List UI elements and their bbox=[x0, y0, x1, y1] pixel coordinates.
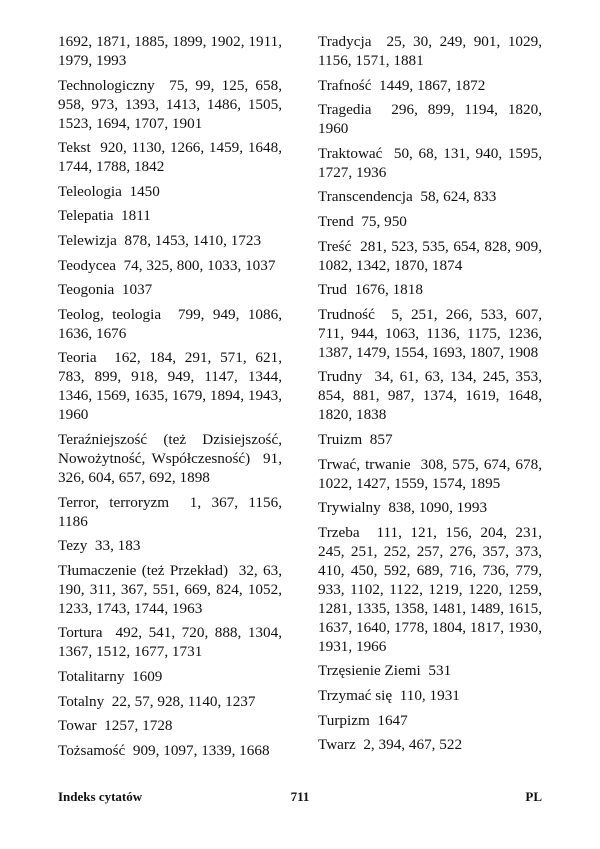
index-term: Trend bbox=[318, 212, 354, 230]
index-entry bbox=[318, 212, 542, 231]
index-references: 1676, 1818 bbox=[354, 281, 423, 299]
index-term: Tortura bbox=[58, 624, 103, 642]
footer-section-title: Indeks cytatów bbox=[58, 789, 143, 804]
index-term: Tezy bbox=[58, 537, 88, 555]
index-references: 308, 575, 674, 678, 1022, 1427, 1559, 1574, 1895 bbox=[318, 455, 542, 492]
index-term: Truizm bbox=[318, 430, 363, 448]
index-term: Trud bbox=[318, 281, 347, 299]
index-term: Teodycea bbox=[58, 256, 116, 274]
index-entry bbox=[58, 305, 282, 343]
index-term: Teleologia bbox=[58, 182, 122, 200]
index-references: 110, 1931 bbox=[399, 686, 460, 704]
index-term: Telewizja bbox=[58, 231, 117, 249]
index-entry bbox=[58, 623, 282, 661]
index-references: 1811 bbox=[121, 207, 151, 225]
index-entry bbox=[58, 32, 282, 70]
index-entry bbox=[58, 256, 282, 275]
index-references: 296, 899, 1194, 1820, 1960 bbox=[318, 101, 543, 138]
index-references: 838, 1090, 1993 bbox=[388, 499, 488, 517]
index-term: Tragedia bbox=[318, 101, 372, 119]
index-references: 492, 541, 720, 888, 1304, 1367, 1512, 1677, 1731 bbox=[58, 624, 283, 661]
index-entry bbox=[318, 367, 542, 424]
index-entry bbox=[318, 735, 542, 754]
index-references: 22, 57, 928, 1140, 1237 bbox=[111, 692, 256, 710]
index-entry bbox=[58, 206, 282, 225]
index-entry bbox=[58, 716, 282, 735]
index-term: Trzęsienie Ziemi bbox=[318, 662, 421, 680]
index-entry bbox=[58, 182, 282, 201]
index-term: Tożsamość bbox=[58, 741, 126, 759]
index-term: Trywialny bbox=[318, 499, 381, 517]
index-references: 74, 325, 800, 1033, 1037 bbox=[123, 256, 276, 274]
index-entry bbox=[318, 76, 542, 95]
index-entry bbox=[318, 237, 542, 275]
index-entry bbox=[58, 667, 282, 686]
index-term: Twarz bbox=[318, 736, 356, 754]
index-references: 1647 bbox=[377, 711, 408, 729]
index-references: 33, 183 bbox=[94, 537, 141, 555]
index-references: 91, 326, 604, 657, 692, 1898 bbox=[58, 449, 282, 486]
index-term: Teolog, teologia bbox=[58, 305, 162, 323]
index-references: 32, 63, 190, 311, 367, 551, 669, 824, 1052, 1233, 1743, 1744, 1963 bbox=[58, 561, 283, 617]
index-term: Towar bbox=[58, 717, 97, 735]
index-references: 1450 bbox=[129, 182, 160, 200]
index-entry bbox=[318, 32, 542, 70]
index-entry bbox=[318, 523, 542, 656]
index-entry bbox=[58, 561, 282, 618]
index-entry bbox=[58, 231, 282, 250]
index-entry bbox=[58, 493, 282, 531]
index-references: 75, 99, 125, 658, 958, 973, 1393, 1413, 1486, 1505, 1523, 1694, 1707, 1901 bbox=[58, 76, 282, 132]
index-term: Tłumaczenie (też Przekład) bbox=[58, 561, 229, 579]
index-references: 281, 523, 535, 654, 828, 909, 1082, 1342, 1870, 1874 bbox=[318, 237, 543, 274]
index-entry bbox=[318, 144, 542, 182]
index-references: 1449, 1867, 1872 bbox=[379, 76, 486, 94]
index-entry bbox=[58, 692, 282, 711]
index-references: 111, 121, 156, 204, 231, 245, 251, 252, 257, 276, 357, 373, 410, 450, 592, 689, 716, 736, 779, 933, 1102, 1122, 1219, 1220, 1259, 1281, 1335, 1358, 1481, 1489, 1615, 1637, 1640, 1778, 1804, 1817, 1930, 1931, 1966 bbox=[318, 523, 543, 655]
index-term: Trudny bbox=[318, 368, 363, 386]
index-references: 531 bbox=[428, 662, 452, 680]
index-entry bbox=[318, 280, 542, 299]
index-term: Teoria bbox=[58, 349, 97, 367]
index-references: 25, 30, 249, 901, 1029, 1156, 1571, 1881 bbox=[318, 33, 543, 69]
index-references: 1257, 1728 bbox=[104, 717, 173, 735]
index-entry bbox=[58, 430, 282, 487]
index-entry bbox=[58, 741, 282, 760]
index-references: 1692, 1871, 1885, 1899, 1902, 1911, 1979, 1993 bbox=[58, 33, 282, 69]
index-term: Tradycja bbox=[318, 33, 372, 50]
index-term: Trzymać się bbox=[318, 686, 393, 704]
index-term: Totalny bbox=[58, 692, 105, 710]
index-references: 1, 367, 1156, 1186 bbox=[58, 493, 283, 530]
page-number: 711 bbox=[290, 789, 310, 804]
index-term: Trwać, trwanie bbox=[318, 455, 411, 473]
index-term: Trafność bbox=[318, 76, 372, 94]
index-entry bbox=[58, 76, 282, 133]
index-term: Tekst bbox=[58, 139, 91, 157]
index-references: 50, 68, 131, 940, 1595, 1727, 1936 bbox=[318, 144, 543, 181]
index-references: 5, 251, 266, 533, 607, 711, 944, 1063, 1136, 1175, 1236, 1387, 1479, 1554, 1693, 1807, 1908 bbox=[318, 305, 543, 361]
index-references: 162, 184, 291, 571, 621, 783, 899, 918, 949, 1147, 1344, 1346, 1569, 1635, 1679, 1894, 1943, 1960 bbox=[58, 349, 283, 424]
index-references: 878, 1453, 1410, 1723 bbox=[124, 231, 262, 249]
index-entry bbox=[318, 455, 542, 493]
index-term: Telepatia bbox=[58, 207, 114, 225]
index-column-left bbox=[58, 32, 282, 765]
index-term: Turpizm bbox=[318, 711, 370, 729]
index-references: 75, 950 bbox=[361, 212, 407, 230]
index-term: Traktować bbox=[318, 144, 383, 162]
index-references: 1037 bbox=[121, 281, 153, 299]
index-entry bbox=[318, 430, 542, 449]
index-entry bbox=[58, 138, 282, 176]
index-term: Transcendencja bbox=[318, 188, 413, 206]
index-references: 920, 1130, 1266, 1459, 1648, 1744, 1788, 1842 bbox=[58, 139, 283, 176]
footer-language-code: PL bbox=[525, 789, 542, 804]
index-entry bbox=[318, 661, 542, 680]
index-references: 58, 624, 833 bbox=[420, 188, 497, 206]
index-term: Trzeba bbox=[318, 523, 360, 541]
index-references: 34, 61, 63, 134, 245, 353, 854, 881, 987, 1374, 1619, 1648, 1820, 1838 bbox=[318, 368, 543, 424]
index-references: 857 bbox=[369, 430, 393, 448]
index-entry bbox=[318, 187, 542, 206]
index-entry bbox=[318, 100, 542, 138]
index-references: 1609 bbox=[132, 667, 163, 685]
page-footer bbox=[58, 789, 542, 807]
index-entry bbox=[58, 348, 282, 424]
index-entry bbox=[318, 686, 542, 705]
index-term: Totalitarny bbox=[58, 667, 125, 685]
index-column-right bbox=[318, 32, 542, 760]
index-entry bbox=[318, 711, 542, 730]
index-term: Terror, terroryzm bbox=[58, 493, 170, 511]
index-term: Treść bbox=[318, 237, 352, 255]
index-term: Teraźniejszość (też Dzisiejszość, Nowożytność, Współczesność) bbox=[58, 430, 282, 467]
index-entry bbox=[58, 280, 282, 299]
index-references: 909, 1097, 1339, 1668 bbox=[132, 741, 270, 759]
index-entry bbox=[58, 536, 282, 555]
index-entry bbox=[318, 305, 542, 362]
index-references: 799, 949, 1086, 1636, 1676 bbox=[58, 305, 282, 342]
index-term: Teogonia bbox=[58, 281, 115, 299]
index-term: Trudność bbox=[318, 305, 375, 323]
index-term: Technologiczny bbox=[58, 76, 155, 94]
index-entry bbox=[318, 498, 542, 517]
index-references: 2, 394, 467, 522 bbox=[363, 736, 463, 754]
